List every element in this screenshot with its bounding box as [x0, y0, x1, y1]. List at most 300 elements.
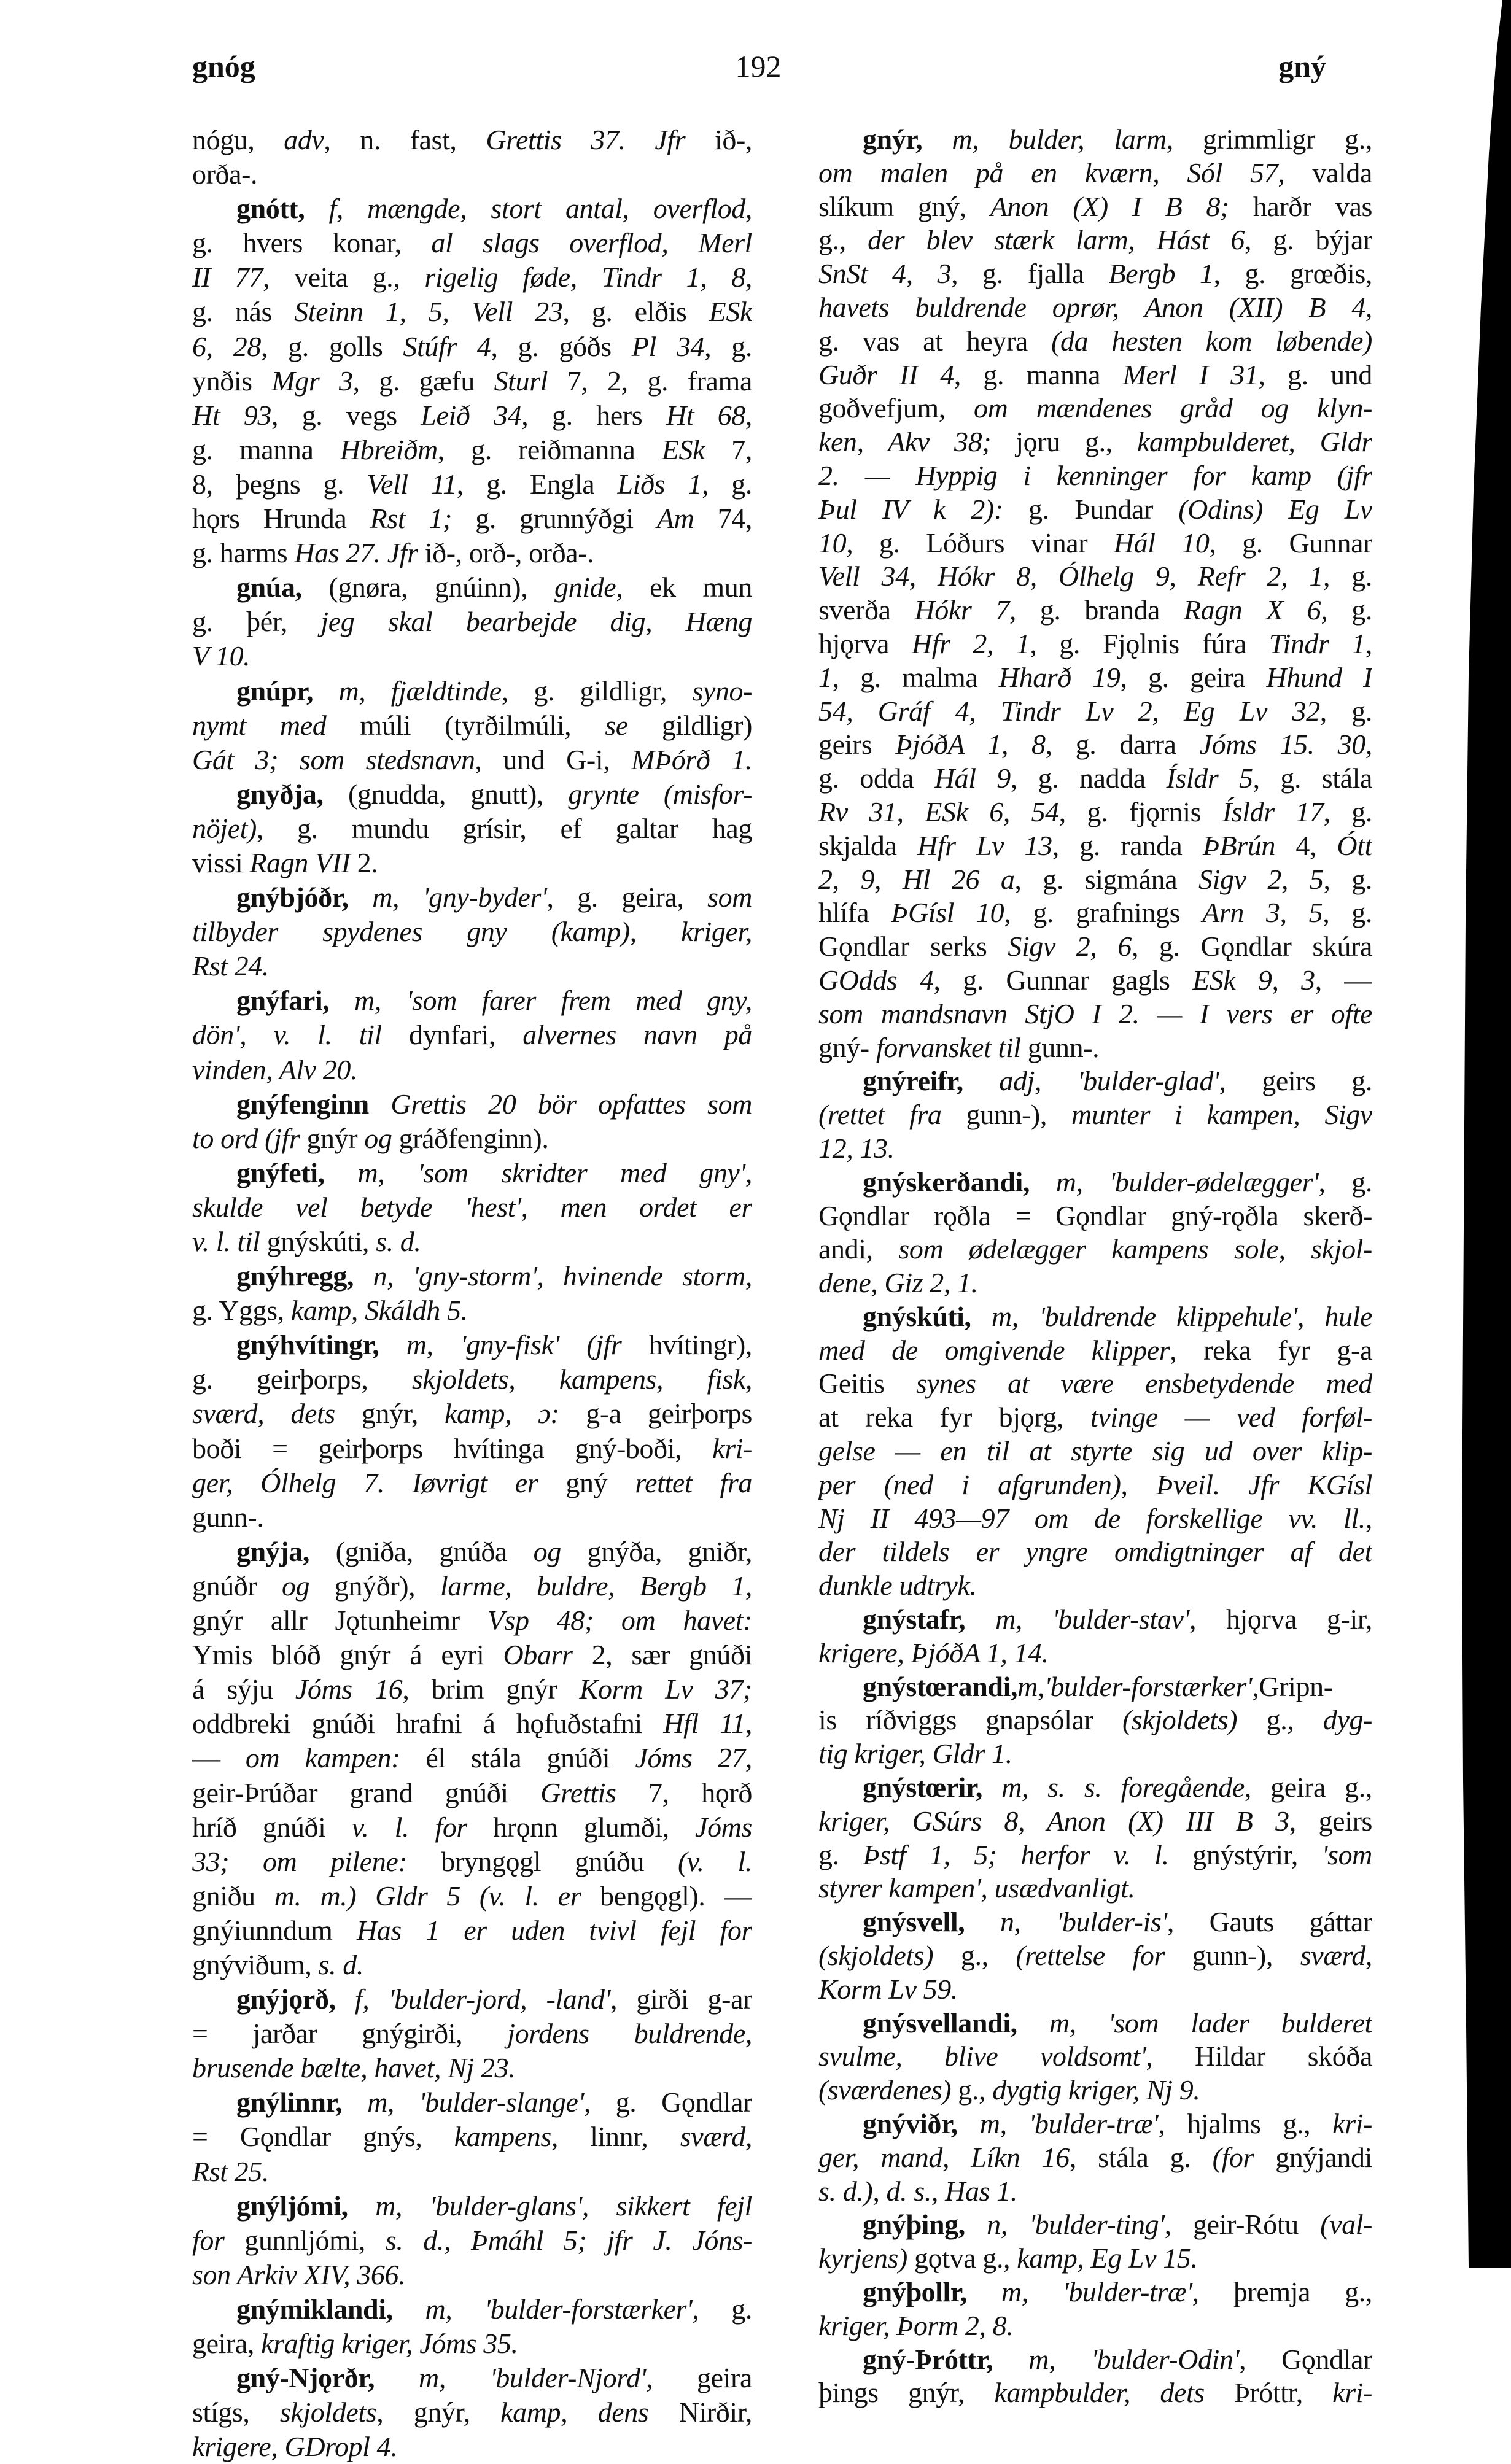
- italic-gloss: m, s. s. foregående: [1001, 1772, 1245, 1803]
- entry-line: [192, 1018, 752, 1052]
- roman-text: , Gauts gáttar: [1167, 1906, 1372, 1938]
- italic-gloss: (skjoldets): [1122, 1704, 1238, 1736]
- headword: gnýljómi,: [236, 2190, 376, 2222]
- italic-gloss: Þul IV k 2):: [818, 493, 1003, 525]
- roman-text: , veita g.,: [263, 262, 425, 293]
- entry-line: [818, 1502, 1372, 1536]
- entry-line: [192, 2120, 752, 2154]
- roman-text: g. þér,: [192, 606, 321, 638]
- roman-text: , g. Gǫndlar skúra: [1131, 931, 1372, 963]
- roman-text: bengǫgl). —: [581, 1880, 752, 1912]
- italic-gloss: kamp, Skáldh 5.: [290, 1295, 468, 1327]
- headword: gnýfeti,: [236, 1156, 358, 1188]
- italic-gloss: Ht 68,: [666, 399, 752, 431]
- italic-gloss: Steinn 1, 5, Vell 23: [294, 296, 563, 328]
- entry-line: [818, 1872, 1372, 1905]
- roman-text: vissi: [192, 847, 250, 878]
- dark-edge-shadow: [1462, 0, 1511, 2268]
- headword: gnýskerðandi,: [863, 1166, 1056, 1198]
- roman-text: geirs: [818, 729, 896, 761]
- italic-gloss: sværd,: [1300, 1940, 1372, 1972]
- roman-text: , ek mun: [616, 571, 752, 603]
- italic-gloss: v. l. til: [192, 1226, 260, 1257]
- entry-line: [818, 493, 1372, 527]
- entry-line: [192, 1397, 752, 1431]
- entry-line: [192, 708, 752, 743]
- roman-text: stígs,: [192, 2396, 280, 2428]
- italic-gloss: (rettelse for: [1016, 1940, 1165, 1972]
- italic-gloss: al slags overflod, Merl: [431, 227, 752, 259]
- entry-line: [818, 157, 1372, 190]
- entry-line: [192, 1362, 752, 1397]
- roman-text: , g. manna: [954, 358, 1123, 390]
- entry-first-line: [192, 1156, 752, 1190]
- entry-line: [192, 2017, 752, 2051]
- roman-text: , g.: [1323, 863, 1372, 895]
- italic-gloss: ger, Ólhelg 7. Iøvrigt er: [192, 1466, 538, 1498]
- italic-gloss: n, 'gny-storm', hvinende storm,: [373, 1260, 752, 1292]
- entry-line: [192, 1466, 752, 1500]
- italic-gloss: Sigv 2, 6: [1008, 931, 1132, 963]
- italic-gloss: ÞjóðA 1, 8: [895, 729, 1046, 761]
- italic-gloss: m, 'bulder-Njord': [419, 2362, 647, 2394]
- roman-text: g. hvers konar,: [192, 227, 432, 259]
- italic-gloss: 2. — Hyppig i kenninger for kamp (jfr: [818, 459, 1372, 491]
- italic-gloss: Sturl: [494, 365, 548, 397]
- italic-gloss: grynte (misfor-: [568, 778, 752, 810]
- roman-text: , g. fjalla: [951, 258, 1109, 290]
- roman-text: , girði g-ar: [610, 1983, 752, 2015]
- entry-line: [192, 949, 752, 983]
- italic-gloss: Ragn X 6: [1183, 594, 1321, 626]
- italic-gloss: kraftig kriger, Jóms 35.: [261, 2328, 518, 2359]
- entry-line: [818, 291, 1372, 325]
- entry-line: [192, 1603, 752, 1638]
- entry-line: [818, 1637, 1372, 1670]
- italic-gloss: Vsp 48; om havet:: [487, 1605, 752, 1637]
- entry-line: [818, 2309, 1372, 2343]
- entry-line: [818, 2074, 1372, 2107]
- italic-gloss: Korm Lv 37;: [579, 1673, 752, 1705]
- entry-line: [818, 2376, 1372, 2410]
- entry-line: [818, 661, 1372, 695]
- entry-first-line: [192, 2361, 752, 2395]
- headword: gnýstœrandi,: [863, 1670, 1018, 1702]
- italic-gloss: m, 'bulder-forstærker': [425, 2293, 693, 2325]
- italic-gloss: ken, Akv 38;: [818, 426, 992, 458]
- entry-line: [192, 915, 752, 949]
- entry-first-line: [192, 1259, 752, 1293]
- roman-text: gnýr allr Jǫtunheimr: [192, 1605, 487, 1637]
- italic-gloss: Hál 9: [934, 762, 1011, 794]
- italic-gloss: Hókr 7: [914, 594, 1009, 626]
- entry-line: [192, 1122, 752, 1156]
- headword: gnúpr,: [236, 675, 339, 707]
- italic-gloss: syno-: [692, 675, 752, 707]
- roman-text: g-a geirþorps: [559, 1398, 752, 1430]
- roman-text: (gnøra, gnúinn),: [328, 571, 555, 603]
- roman-text: , hjalms g.,: [1158, 2108, 1333, 2140]
- italic-gloss: larme, buldre, Bergb 1,: [440, 1570, 752, 1602]
- entry-line: [192, 502, 752, 536]
- entry-line: [192, 846, 752, 880]
- roman-text: dynfari,: [381, 1019, 523, 1051]
- entry-line: [192, 2258, 752, 2292]
- italic-gloss: m, 'bulder-træ': [1001, 2276, 1192, 2307]
- entry-line: [818, 796, 1372, 829]
- italic-gloss: Grettis 37. Jfr: [486, 124, 686, 155]
- roman-text: él stála gnúði: [400, 1742, 635, 1774]
- entry-line: [818, 1939, 1372, 1973]
- roman-text: , g.: [1319, 695, 1372, 727]
- italic-gloss: synes at være ensbetydende med: [915, 1368, 1372, 1400]
- entry-line: [818, 2175, 1372, 2209]
- italic-gloss: (for: [1212, 2141, 1254, 2173]
- roman-text: , g. darra: [1045, 729, 1200, 761]
- headword: gný-Njǫrðr,: [236, 2362, 419, 2394]
- roman-text: 7, 2, g. frama: [548, 365, 752, 397]
- headword: gnýmiklandi,: [236, 2293, 425, 2325]
- italic-gloss: kriger, Þorm 2, 8.: [818, 2309, 1014, 2341]
- italic-gloss: Hfr Lv 13: [917, 829, 1052, 861]
- roman-text: hlífa: [818, 897, 891, 929]
- entry-line: [818, 1435, 1372, 1468]
- roman-text: , g.: [704, 330, 752, 362]
- roman-text: gnýða, gniðr,: [561, 1535, 752, 1567]
- roman-text: gnýiunndum: [192, 1914, 357, 1946]
- entry-line: [818, 190, 1372, 224]
- entry-line: [192, 330, 752, 364]
- italic-gloss: m, 'bulder-stav': [995, 1603, 1189, 1635]
- italic-gloss: Sigv 2, 5: [1198, 863, 1324, 895]
- roman-text: 7, hǫrð: [616, 1776, 752, 1808]
- entry-line: [192, 1810, 752, 1845]
- roman-text: = jarðar gnýgirði,: [192, 2018, 508, 2050]
- italic-gloss: Gát 3; som stedsnavn: [192, 743, 475, 775]
- roman-text: goðvefjum,: [818, 392, 974, 424]
- roman-text: , g. gildligr,: [501, 675, 693, 707]
- entry-line: [192, 1500, 752, 1535]
- italic-gloss: rettet fra: [635, 1466, 752, 1498]
- roman-text: , g.: [1321, 594, 1372, 626]
- entry-line: [192, 743, 752, 777]
- roman-text: , g. Fjǫlnis fúra: [1030, 627, 1269, 659]
- entry-line: [818, 1334, 1372, 1368]
- entry-line: [192, 1225, 752, 1259]
- roman-text: gunn-),: [941, 1099, 1072, 1131]
- guide-word-right: gný: [1278, 49, 1326, 83]
- headword: gnýhregg,: [236, 1260, 373, 1292]
- entry-line: [192, 364, 752, 398]
- roman-text: g. Yggs,: [192, 1295, 291, 1327]
- roman-text: ið-,: [685, 124, 752, 155]
- entry-line: [818, 1266, 1372, 1300]
- roman-text: is ríðviggs gnapsólar: [818, 1704, 1122, 1736]
- roman-text: boði = geirþorps hvítinga gný-boði,: [192, 1432, 713, 1464]
- entry-first-line: [818, 2007, 1372, 2040]
- roman-text: , g. elðis: [562, 296, 709, 328]
- entry-line: [192, 1776, 752, 1810]
- roman-text: gnýjandi: [1254, 2141, 1372, 2173]
- italic-gloss: ESk 9, 3: [1192, 964, 1315, 996]
- entry-first-line: [192, 2292, 752, 2326]
- italic-gloss: Hharð 19: [998, 661, 1121, 693]
- italic-gloss: rigelig føde, Tindr 1, 8,: [424, 262, 752, 293]
- italic-gloss: kamp, dens: [500, 2396, 649, 2428]
- headword: gnýskúti,: [863, 1300, 992, 1332]
- entry-line: [818, 998, 1372, 1031]
- roman-text: , g.: [1323, 796, 1372, 827]
- entry-line: [818, 1367, 1372, 1401]
- roman-text: , g.: [692, 2293, 752, 2325]
- roman-text: gunn-),: [1164, 1940, 1300, 1972]
- roman-text: , gnýr,: [376, 2396, 501, 2428]
- italic-gloss: MÞórð 1.: [631, 743, 752, 775]
- italic-gloss: ESk: [709, 296, 752, 328]
- entry-line: [192, 1053, 752, 1087]
- roman-text: Ymis blóð gnýr á eyri: [192, 1639, 503, 1671]
- entry-first-line: [818, 1670, 1372, 1704]
- italic-gloss: Þstf 1, 5; herfor v. l.: [863, 1838, 1169, 1870]
- italic-gloss: Hfr 2, 1: [911, 627, 1030, 659]
- italic-gloss: tvinge — ved forføl-: [1090, 1401, 1372, 1433]
- roman-text: , —: [1315, 964, 1372, 996]
- entry-line: [192, 226, 752, 260]
- page-number: 192: [735, 49, 782, 83]
- entry-first-line: [192, 1535, 752, 1569]
- italic-gloss: n, 'bulder-ting': [987, 2209, 1165, 2241]
- italic-gloss: 6, 28: [192, 330, 261, 362]
- entry-line: [192, 605, 752, 639]
- italic-gloss: Stúfr 4: [403, 330, 491, 362]
- italic-gloss: Tindr 1,: [1268, 627, 1372, 659]
- italic-gloss: GOdds 4: [818, 964, 934, 996]
- roman-text: , und G-i,: [475, 743, 632, 775]
- entry-line: [192, 1913, 752, 1948]
- entry-line: [818, 1098, 1372, 1132]
- italic-gloss: m, 'bulder-Odin': [1028, 2343, 1240, 2375]
- entry-line: [818, 728, 1372, 762]
- roman-text: hrǫnn glumði,: [467, 1811, 696, 1843]
- roman-text: , g. randa: [1052, 829, 1203, 861]
- italic-gloss: Korm Lv 59.: [818, 1973, 958, 2005]
- entry-line: [192, 260, 752, 295]
- roman-text: gný-: [818, 1031, 876, 1063]
- italic-gloss: Anon (X) I B 8;: [990, 190, 1229, 222]
- italic-gloss: kampbulderet, Gldr: [1136, 426, 1372, 458]
- italic-gloss: munter i kampen, Sigv: [1071, 1099, 1372, 1131]
- italic-gloss: Pl 34: [631, 330, 705, 362]
- italic-gloss: dygtig kriger, Nj 9.: [992, 2074, 1200, 2106]
- italic-gloss: per (ned i afgrunden), Þveil. Jfr KGísl: [818, 1468, 1372, 1500]
- headword: gnýstœrir,: [863, 1772, 1002, 1803]
- entry-line: [192, 295, 752, 329]
- italic-gloss: Hbreiðm: [340, 433, 438, 465]
- roman-text: (gnudda, gnutt),: [348, 778, 569, 810]
- roman-text: Geitis: [818, 1368, 916, 1400]
- italic-gloss: Am: [656, 503, 694, 535]
- roman-text: ,Gripn-: [1252, 1670, 1333, 1702]
- entry-line: [192, 1879, 752, 1913]
- roman-text: 8, þegns g.: [192, 468, 367, 500]
- headword: gnýþollr,: [863, 2276, 1001, 2307]
- roman-text: , stála g.: [1069, 2141, 1213, 2173]
- roman-text: , g. gæfu: [352, 365, 494, 397]
- entry-line: [192, 1638, 752, 1672]
- italic-gloss: 33; om pilene:: [192, 1845, 408, 1877]
- roman-text: bryngǫgl gnúðu: [407, 1845, 678, 1877]
- roman-text: , linnr,: [551, 2121, 680, 2153]
- roman-text: —: [192, 1742, 246, 1774]
- italic-gloss: Vell 34, Hókr 8, Ólhelg 9, Refr 2, 1: [818, 560, 1324, 592]
- italic-gloss: m, fjældtinde: [338, 675, 502, 707]
- italic-gloss: (rettet fra: [818, 1099, 942, 1131]
- italic-gloss: sværd,: [680, 2121, 752, 2153]
- entry-line: [818, 896, 1372, 930]
- entry-line: [192, 467, 752, 502]
- italic-gloss: kampens: [454, 2121, 551, 2153]
- roman-text: jǫru g.,: [991, 426, 1137, 458]
- italic-gloss: m, bulder, larm: [952, 123, 1167, 155]
- italic-gloss: m, 'som lader bulderet: [1049, 2007, 1372, 2039]
- roman-text: g.,: [933, 1940, 1016, 1972]
- roman-text: g. Þundar: [1003, 493, 1179, 525]
- italic-gloss: som mandsnavn StjO I 2. — I vers er ofte: [818, 998, 1372, 1029]
- entry-line: [818, 695, 1372, 729]
- roman-text: 7,: [705, 433, 752, 465]
- roman-text: gunn-.: [1020, 1031, 1100, 1063]
- roman-text: g. geirþorps,: [192, 1363, 412, 1395]
- roman-text: sverða: [818, 594, 915, 626]
- entry-line: [818, 1535, 1372, 1569]
- italic-gloss: Hál 10: [1113, 527, 1210, 559]
- headword: gnótt,: [236, 193, 329, 225]
- entry-first-line: [192, 192, 752, 226]
- italic-gloss: Liðs 1: [617, 468, 702, 500]
- roman-text: , Hildar skóða: [1146, 2040, 1372, 2072]
- column-left: [192, 123, 752, 2464]
- roman-text: , g. branda: [1009, 594, 1184, 626]
- italic-gloss: jordens buldrende,: [507, 2018, 752, 2050]
- italic-gloss: Ótt: [1337, 829, 1372, 861]
- italic-gloss: 12, 13.: [818, 1132, 895, 1164]
- italic-gloss: m, 'bulder-træ': [979, 2108, 1159, 2140]
- italic-gloss: nöjet): [192, 812, 257, 844]
- italic-gloss: om malen på en kværn, Sól 57: [818, 157, 1278, 188]
- entry-line: [818, 1973, 1372, 2007]
- italic-gloss: s. d., Þmáhl 5; jfr J. Jóns-: [385, 2224, 752, 2256]
- roman-text: g. nás: [192, 296, 295, 328]
- roman-text: gnýviðum,: [192, 1948, 319, 1980]
- entry-line: [192, 1293, 752, 1328]
- entry-first-line: [818, 1905, 1372, 1939]
- roman-text: at reka fyr bjǫrg,: [818, 1401, 1090, 1433]
- italic-gloss: skulde vel betyde 'hest', men ordet er: [192, 1191, 752, 1223]
- roman-text: skjalda: [818, 829, 917, 861]
- roman-text: Gǫndlar serks: [818, 931, 1008, 963]
- italic-gloss: kri-: [1332, 2377, 1372, 2409]
- italic-gloss: ger, mand, Líkn 16: [818, 2141, 1070, 2173]
- entry-line: [192, 2051, 752, 2085]
- entry-first-line: [192, 1328, 752, 1362]
- roman-text: gildligr): [627, 709, 752, 741]
- roman-text: , grimmligr g.,: [1166, 123, 1372, 155]
- roman-text: , g. nadda: [1010, 762, 1167, 794]
- italic-gloss: (Odins) Eg Lv: [1178, 493, 1372, 525]
- roman-text: ynðis: [192, 365, 272, 397]
- roman-text: gnýðr),: [309, 1570, 440, 1602]
- entry-first-line: [818, 1166, 1372, 1199]
- roman-text: , g.: [701, 468, 752, 500]
- italic-gloss: Ht 93: [192, 399, 271, 431]
- entry-line: [818, 325, 1372, 358]
- roman-text: g.: [818, 1838, 863, 1870]
- entry-line: [192, 1845, 752, 1879]
- roman-text: , g. býjar: [1244, 224, 1372, 256]
- roman-text: nógu,: [192, 124, 284, 155]
- headword: gnýfenginn: [236, 1088, 391, 1120]
- roman-text: gǫtva g.,: [907, 2242, 1017, 2274]
- entry-first-line: [818, 1300, 1372, 1334]
- italic-gloss: (v. l.: [677, 1845, 752, 1877]
- italic-gloss: forvansket til: [876, 1031, 1021, 1063]
- entry-line: [192, 1569, 752, 1603]
- entry-line: [192, 2223, 752, 2258]
- roman-text: hjǫrva: [818, 627, 912, 659]
- italic-gloss: dunkle udtryk.: [818, 1570, 977, 1602]
- italic-gloss: m, 'som skridter med gny',: [357, 1156, 752, 1188]
- roman-text: , geira: [646, 2362, 752, 2394]
- italic-gloss: (sværdenes): [818, 2074, 952, 2106]
- roman-text: , g. und: [1258, 358, 1372, 390]
- italic-gloss: (da hesten kom løbende): [1051, 325, 1372, 357]
- entry-first-line: [192, 570, 752, 605]
- italic-gloss: f, mængde, stort antal, overflod,: [328, 193, 752, 225]
- roman-text: g. grunnýðgi: [452, 503, 657, 535]
- roman-text: , reka fyr g-a: [1170, 1334, 1372, 1366]
- roman-text: ið-, orð-, orða-.: [418, 537, 594, 569]
- roman-text: , g. Gunnar: [1209, 527, 1372, 559]
- headword: gnyðja,: [236, 778, 348, 810]
- italic-gloss: der tildels er yngre omdigtninger af det: [818, 1536, 1372, 1568]
- italic-gloss: m, 'gny-fisk' (jfr: [406, 1329, 622, 1361]
- roman-text: andi,: [818, 1233, 899, 1265]
- italic-gloss: Guðr II 4: [818, 358, 954, 390]
- italic-gloss: 1: [818, 661, 833, 693]
- roman-text: harðr vas: [1229, 190, 1372, 222]
- entry-line: [192, 812, 752, 846]
- italic-gloss: svulme, blive voldsomt': [818, 2040, 1146, 2072]
- roman-text: , geirs: [1289, 1805, 1372, 1837]
- italic-gloss: 2, 9, Hl 26 a: [818, 863, 1015, 895]
- roman-text: gnýstýrir,: [1168, 1838, 1322, 1870]
- italic-gloss: tig kriger, Gldr 1.: [818, 1738, 1012, 1770]
- entry-line: [192, 2155, 752, 2189]
- roman-text: gunnljómi,: [224, 2224, 386, 2256]
- roman-text: , g. grœðis,: [1213, 258, 1372, 290]
- roman-text: , geir-Rótu: [1164, 2209, 1321, 2241]
- entry-first-line: [192, 1087, 752, 1122]
- italic-gloss: Leið 34: [421, 399, 522, 431]
- italic-gloss: s. d.: [318, 1948, 363, 1980]
- roman-text: g.,: [951, 2074, 993, 2106]
- italic-gloss: styrer kampen', usædvanligt.: [818, 1872, 1135, 1904]
- entry-line: [818, 863, 1372, 897]
- italic-gloss: (skjoldets): [818, 1940, 934, 1972]
- italic-gloss: sværd, dets: [192, 1398, 335, 1430]
- roman-text: , Gǫndlar: [1239, 2343, 1372, 2375]
- headword: gnýreifr,: [863, 1065, 1000, 1097]
